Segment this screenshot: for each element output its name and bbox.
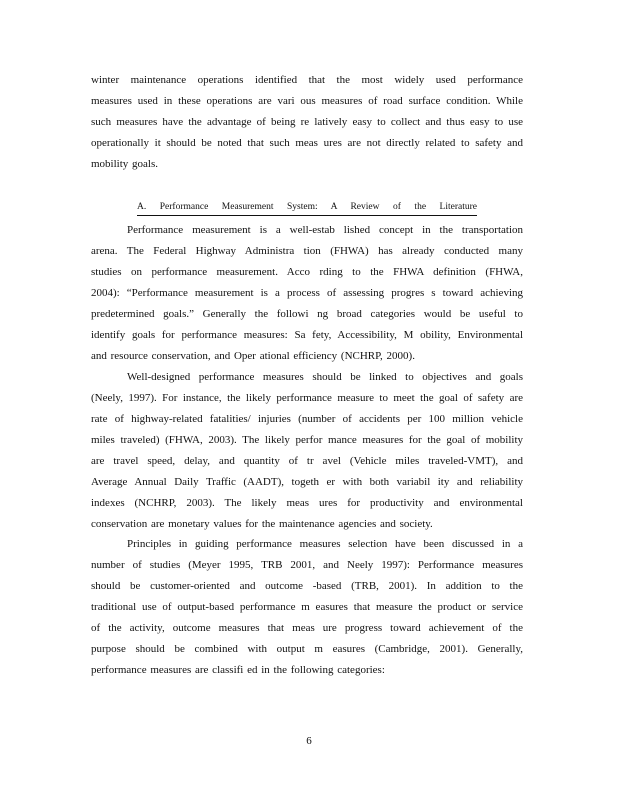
text-line: studies on performance measurement. Acco rding to the FHWA definition (FHWA,	[91, 266, 523, 278]
text-line: indexes (NCHRP, 2003). The likely meas ures for productivity and environmental	[91, 497, 523, 509]
text-line: conservation are monetary values for the maintenance agencies and society.	[91, 518, 433, 530]
text-line: traditional use of output-based performance m easures that measure the product or service	[91, 601, 523, 613]
text-line: are travel speed, delay, and quantity of tr avel (Vehicle miles traveled-VMT), and	[91, 455, 523, 467]
text-line: rate of highway-related fatalities/ injuries (number of accidents per 100 million vehicle	[91, 413, 523, 425]
text-line: Performance measurement is a well-estab lished concept in the transportation	[127, 224, 523, 236]
section-heading: A. Performance Measurement System: A Review of the Literature	[137, 199, 477, 216]
text-line: Average Annual Daily Traffic (AADT), togeth er with both variabil ity and reliability	[91, 476, 523, 488]
text-line: mobility goals.	[91, 158, 158, 170]
text-line: operationally it should be noted that such meas ures are not directly related to safety and	[91, 137, 523, 149]
text-line: identify goals for performance measures: Sa fety, Accessibility, M obility, Environmental	[91, 329, 523, 341]
text-line: number of studies (Meyer 1995, TRB 2001, and Neely 1997): Performance measures	[91, 559, 523, 571]
text-line: such measures have the advantage of being re latively easy to collect and thus easy to use	[91, 116, 523, 128]
text-line: winter maintenance operations identified that the most widely used performance	[91, 74, 523, 86]
text-line: purpose should be combined with output m easures (Cambridge, 2001). Generally,	[91, 643, 523, 655]
text-line: miles traveled) (FHWA, 2003). The likely perfor mance measures for the goal of mobility	[91, 434, 523, 446]
text-line: should be customer-oriented and outcome -based (TRB, 2001). In addition to the	[91, 580, 523, 592]
text-line: 2004): “Performance measurement is a process of assessing progres s toward achieving	[91, 287, 523, 299]
page-number: 6	[306, 735, 312, 747]
text-line: measures used in these operations are vari ous measures of road surface condition. While	[91, 95, 523, 107]
text-line: predetermined goals.” Generally the followi ng broad categories would be useful to	[91, 308, 523, 320]
text-line: (Neely, 1997). For instance, the likely performance measure to meet the goal of safety are	[91, 392, 523, 404]
text-line: arena. The Federal Highway Administra tion (FHWA) has already conducted many	[91, 245, 523, 257]
text-line: and resource conservation, and Oper ational efficiency (NCHRP, 2000).	[91, 350, 415, 362]
text-line: Principles in guiding performance measures selection have been discussed in a	[127, 538, 523, 550]
text-line: of the activity, outcome measures that meas ure progress toward achievement of the	[91, 622, 523, 634]
text-line: performance measures are classifi ed in the following categories:	[91, 664, 385, 676]
text-line: Well-designed performance measures should be linked to objectives and goals	[127, 371, 523, 383]
